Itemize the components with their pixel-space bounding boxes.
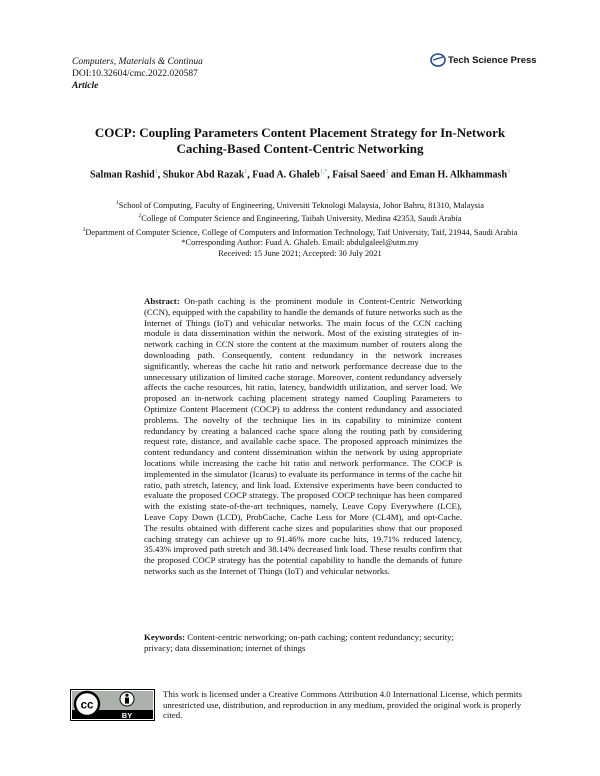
author-name: Salman Rashid <box>89 169 155 181</box>
author-separator: and <box>388 169 410 181</box>
affiliation-mark: 2 <box>138 213 142 220</box>
svg-text:cc: cc <box>80 699 94 712</box>
author-affil-mark: 1,* <box>319 169 328 175</box>
affiliation-mark: 1 <box>116 200 119 206</box>
title-line: COCP: Coupling Parameters Content Placement Strategy for In-Network <box>94 125 506 140</box>
keywords-text: Content-centric networking; on-path caching; content redundancy; security; privacy; data dissemination; internet of things <box>144 632 455 653</box>
received-dates: Received: 15 June 2021; Accepted: 30 July 2021 <box>218 248 382 258</box>
publisher-logo <box>430 53 537 67</box>
abstract-label: Abstract: <box>144 296 180 306</box>
doi: DOI:10.32604/cmc.2022.020587 <box>72 69 198 79</box>
author-name: Faisal Saeed <box>332 169 386 181</box>
author-separator: , <box>157 169 163 181</box>
author-separator: , <box>247 169 253 181</box>
title-line: Caching-Based Content-Centric Networking <box>176 141 424 156</box>
author-affil-mark: 1 <box>154 169 158 175</box>
corresponding-author: *Corresponding Author: Fuad A. Ghaleb. Email: abdulgaleel@utm.my <box>181 238 419 248</box>
author-affil-mark: 2 <box>385 169 389 175</box>
publisher-name: Tech Science Press <box>448 54 537 66</box>
journal-name: Computers, Materials & Continua <box>72 57 203 67</box>
cc-badge-text: BY <box>121 711 133 720</box>
paper-title <box>60 125 540 157</box>
affiliation-text: Department of Computer Science, College of Computers and Information Technology, Taif University, Taif, 21944, Saudi Arabia <box>85 227 518 237</box>
affiliation <box>80 211 520 224</box>
keywords-label: Keywords: <box>144 632 186 642</box>
author-affil-mark: 3 <box>507 169 511 175</box>
abstract-text: On-path caching is the prominent module in Content-Centric Networking (CCN), equipped with the capability to handle the demands of future networks such as the Internet of Things (IoT) and vehicular networks. The main focus of the CCN caching module is data dissemination within the network. Most of the existing strategies of in-network caching in CCN store the content at the maximum number of routers along the downloading path. Consequently, content redundancy in the network increases significantly, whereas the cache hit ratio and network performance decrease due to the unnecessary utilization of limited cache storage. Moreover, content redundancy adversely affects the cache resources, hit ratio, latency, bandwidth utilization, and server load. We proposed an in-network caching placement strategy named Coupling Parameters to Optimize Content Placement (COCP) to address the content redundancy and associated problems. The novelty of the technique lies in its capability to minimize content redundancy by creating a balanced cache space along the routing path by considering request rate, distance, and available cache space. The proposed approach minimizes the content redundancy and content dissemination within the network by using appropriate locations while increasing the cache hit ratio and network performance. The COCP is implemented in the simulator (Icarus) to evaluate its performance in terms of the cache hit ratio, path stretch, latency, and link load. Extensive experiments have been conducted to evaluate the proposed COCP strategy. The proposed COCP technique has been compared with the existing state-of-the-art techniques, namely, Leave Copy Everywhere (LCE), Leave Copy Down (LCD), ProbCache, Cache Less for More (CL4M), and opt-Cache. The results obtained with different cache sizes and popularities show that our proposed caching strategy can achieve up to 91.46% more cache hits, 19.71% reduced latency, 35.43% improved path stretch and 38.14% decreased link load. These results confirm that the proposed COCP strategy has the potential capability to handle the demands of future networks such as the Internet of Things (IoT) and vehicular networks. <box>144 296 462 576</box>
author-name: Fuad A. Ghaleb <box>252 169 320 181</box>
license-text: This work is licensed under a Creative Commons Attribution 4.0 International License, which permits unrestricted use, distribution, and reproduction in any medium, provided the original work is properly cited. <box>163 689 522 721</box>
keywords <box>144 632 462 654</box>
journal-info <box>72 56 203 92</box>
affiliation <box>80 225 520 238</box>
author-affil-mark: 1 <box>244 169 248 175</box>
affiliations <box>80 198 520 259</box>
author-list <box>60 169 540 180</box>
license-block <box>70 689 530 721</box>
author-name: Eman H. Alkhammash <box>409 169 508 181</box>
affiliation-text: College of Computer Science and Engineering, Taibah University, Medina 42353, Saudi Arabia <box>141 214 462 224</box>
author-separator: , <box>327 169 333 181</box>
author-name: Shukor Abd Razak <box>162 169 245 181</box>
cc-by-license-icon[interactable] <box>70 689 155 721</box>
affiliation-text: School of Computing, Faculty of Engineering, Universiti Teknologi Malaysia, Johor Bahru, 81310, Malaysia <box>118 200 484 210</box>
affiliation <box>80 198 520 211</box>
article-type: Article <box>72 81 99 91</box>
affiliation-mark: 3 <box>82 226 86 233</box>
publisher-mark-icon <box>430 53 446 67</box>
abstract <box>144 296 462 577</box>
